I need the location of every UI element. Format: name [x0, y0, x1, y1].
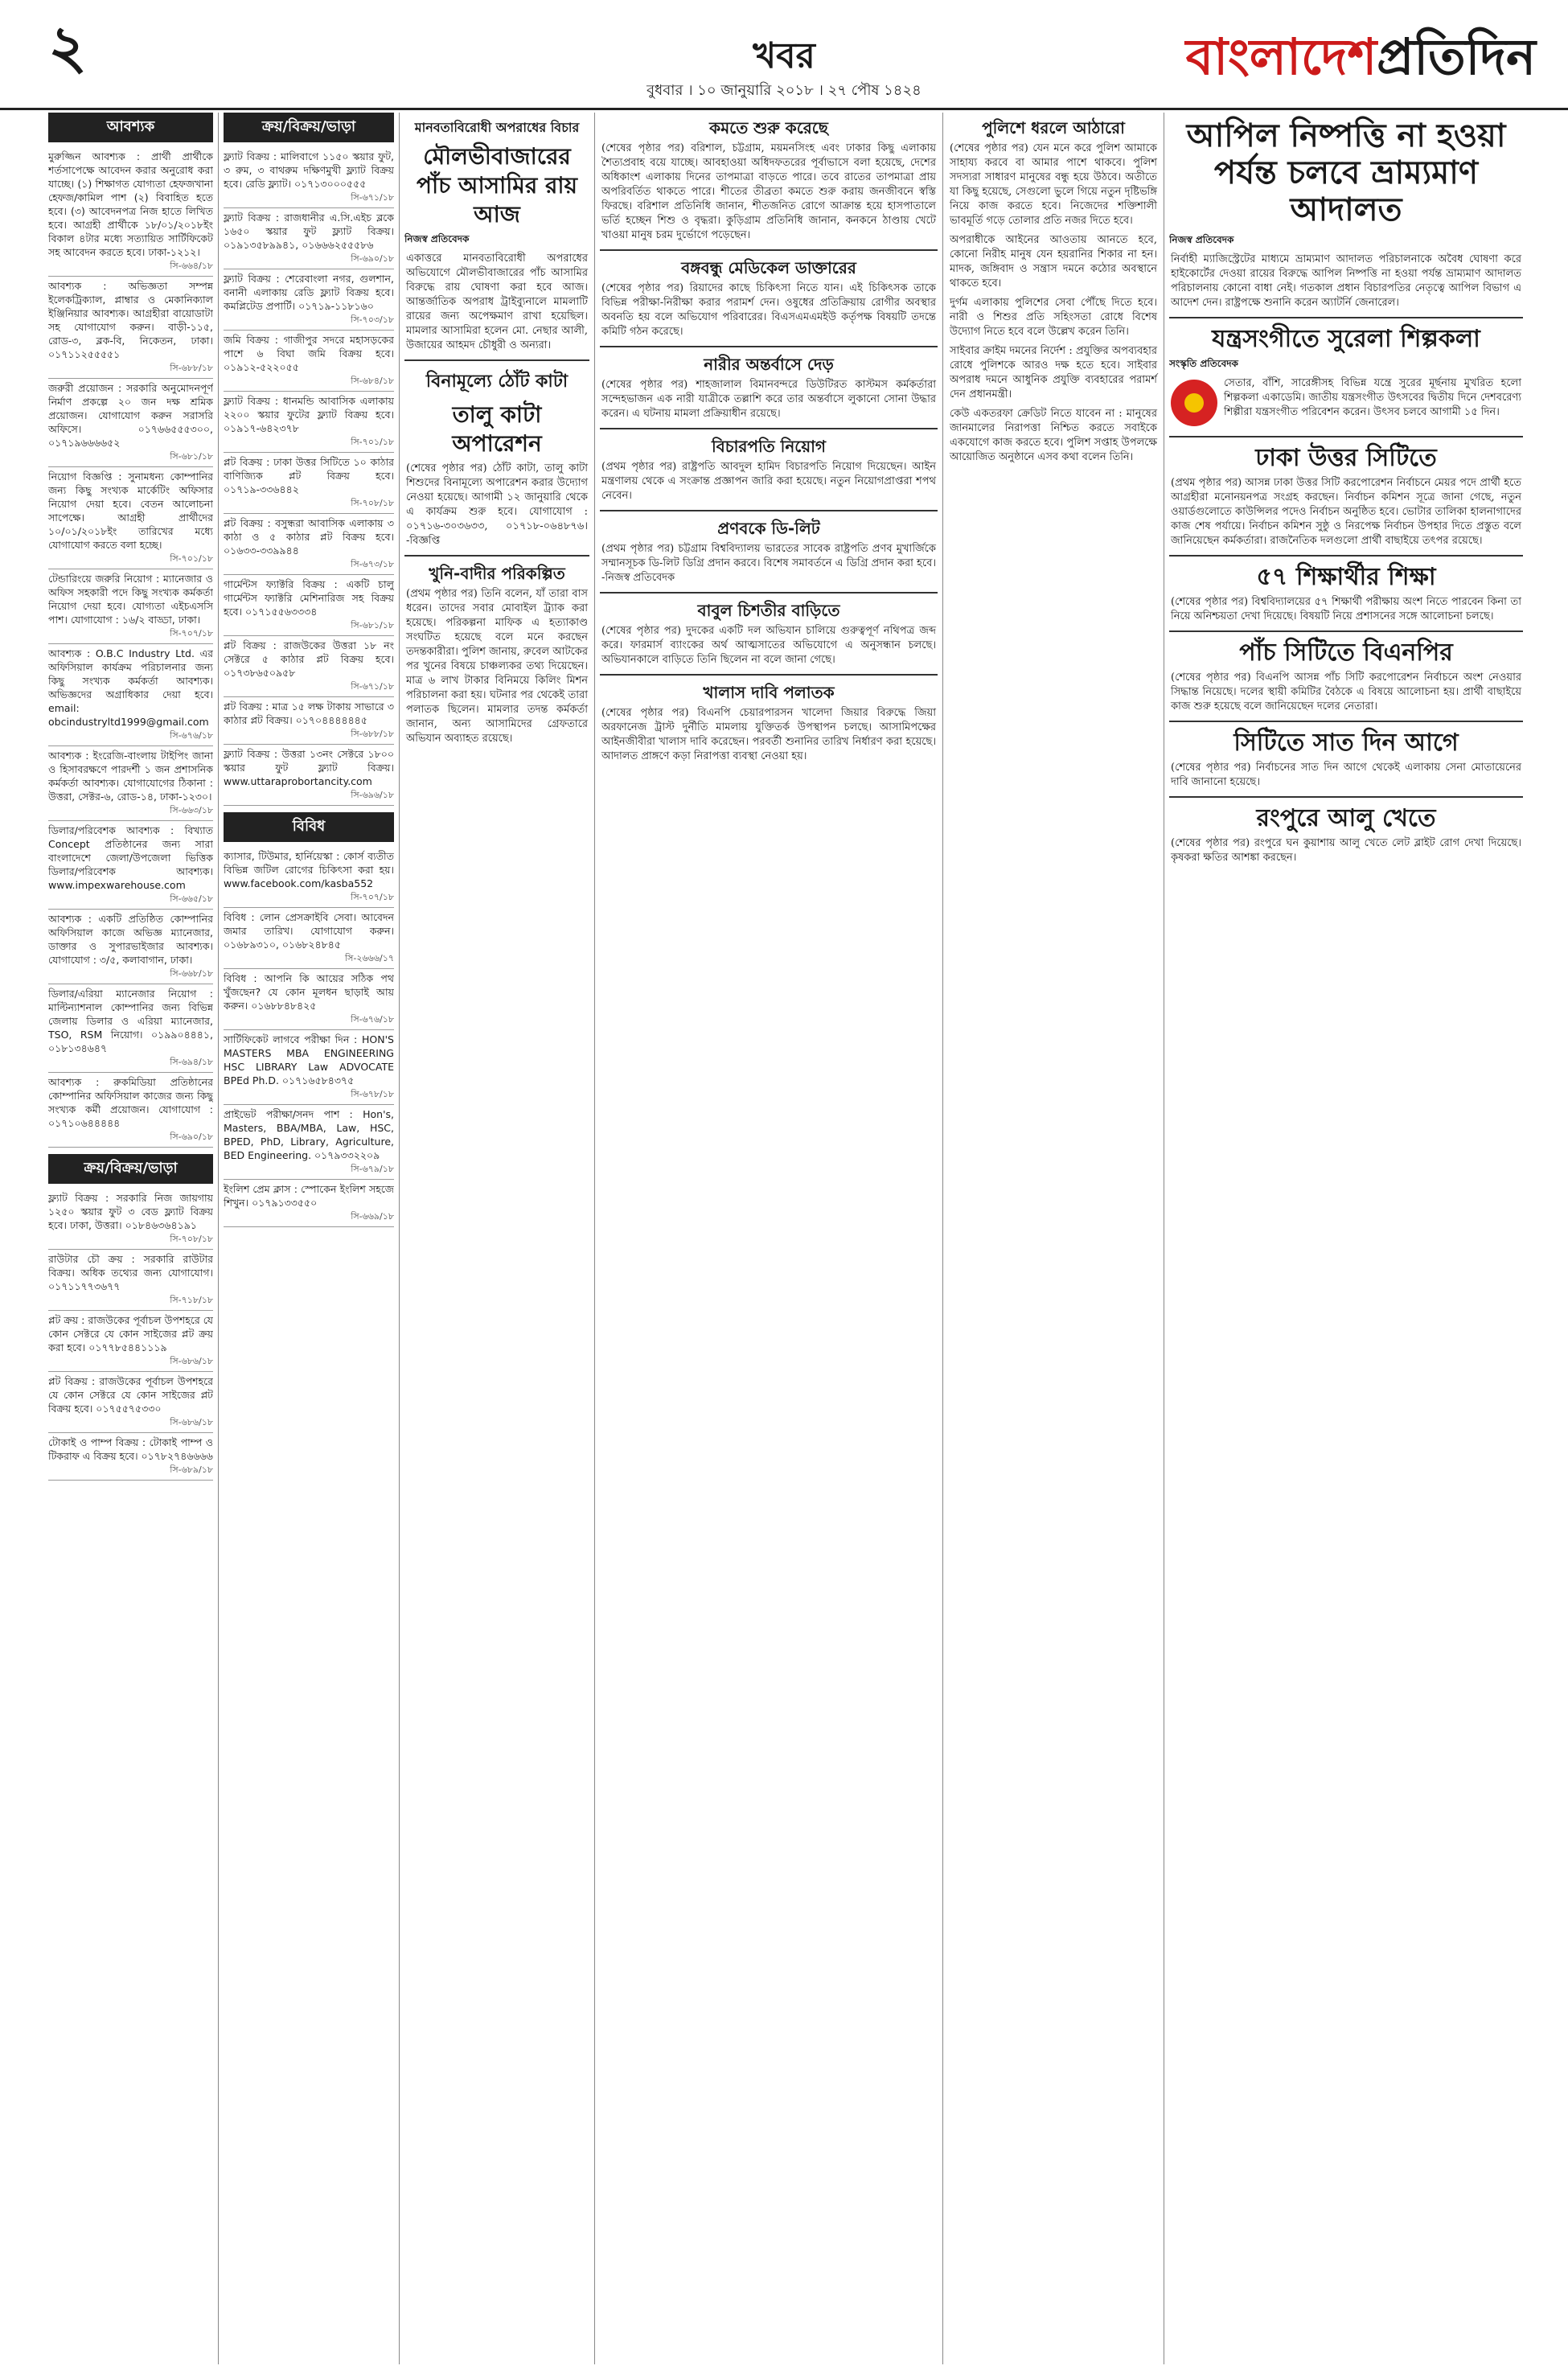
story-headline: পাঁচ সিটিতে বিএনপির — [1239, 639, 1453, 667]
classified-ad-text: সার্টিফিকেট লাগবে পরীক্ষা দিন : HON'S MASTERS MBA ENGINEERING HSC LIBRARY Law ADVOCATE BPEd Ph.D. ০১৭১৬৫৮৪৩৭৫ — [224, 1033, 394, 1086]
story-body: (শেষের পৃষ্ঠার পর) বিএনপি আসন্ন পাঁচ সিটি করপোরেশন নির্বাচনে অংশ নেওয়ার সিদ্ধান্ত নিয়েছে। দলের স্থায়ী কমিটির বৈঠকে এ বিষয়ে আলোচনা হয়। প্রার্থী বাছাইয়ে কাজ শুরু হয়েছে বলে জানিয়েছেন দলের নেতারা। — [1171, 672, 1521, 713]
classified-ad-text: আবশ্যক : O.B.C Industry Ltd. এর অফিসিয়াল কার্যক্রম পরিচালনার জন্য কিছু সংখ্যক কর্মকর্তা আবশ্যক। অভিজ্ঞদের অগ্রাধিকার দেয়া হবে। email: obcindustryltd1999@gmail.com — [48, 647, 213, 728]
story-separator — [1169, 317, 1523, 318]
classified-ad-code: সি-৬৭১/১৮ — [351, 681, 394, 692]
news-column-4 — [600, 113, 938, 2356]
classified-ad — [48, 984, 213, 1073]
classified-ad — [48, 1073, 213, 1148]
story-kicker: বিনামূল্যে ঠোঁট কাটা — [425, 372, 569, 392]
classified-ad-code: সি-৬৬৩/১৮ — [170, 805, 213, 815]
story-separator — [1169, 796, 1523, 798]
classified-ad-code: সি-৬৮৬/১৮ — [170, 1417, 213, 1427]
classified-ad-code: সি-৬৬৯/১৮ — [351, 1211, 394, 1222]
classified-ad-code: সি-৬৮৮/১৮ — [351, 729, 394, 739]
classified-ad-text: ডিলার/এরিয়া ম্যানেজার নিয়োগ : মাল্টিন্যাশনাল কোম্পানির জন্য বিভিন্ন জেলায় ডিলার ও এরিয়া ম্যানেজার, TSO, RSM নিয়োগ। ০১৯৯০৪৪৪১, ০১৮১৩৪৬৪৭ — [48, 988, 213, 1054]
logo-part-2: প্রতিদিন — [1377, 27, 1536, 86]
classified-ad — [224, 575, 394, 636]
story-headline: সিটিতে সাত দিন আগে — [1233, 729, 1459, 757]
classified-ad — [224, 847, 394, 908]
classified-ad-code: সি-৭০৩/১৮ — [351, 314, 394, 325]
classified-ad — [48, 1433, 213, 1481]
classified-ad-text: বিবিধ : লোন প্রেসক্রাইবি সেবা। আবেদন জমার তারিখ। যোগাযোগ করুন। ০১৬৮৯৩১০, ০১৬৮২৪৮৪৫ — [224, 911, 394, 951]
classified-ad — [48, 910, 213, 984]
classified-ad-text: আবশ্যক : রুকমিডিয়া প্রতিষ্ঠানের কোম্পানির অফিসিয়াল কাজের জন্য কিছু সংখ্যক কর্মী প্রয়োজন। যোগাযোগ : ০১৭১০৬৪৪৪৪৪ — [48, 1076, 213, 1129]
story-body: (শেষের পৃষ্ঠার পর) নির্বাচনের সাত দিন আগে থেকেই এলাকায় সেনা মোতায়েনের দাবি জানানো হয়েছে। — [1171, 762, 1521, 788]
column-divider — [399, 113, 400, 2364]
classified-ad — [224, 453, 394, 514]
masthead — [0, 0, 1568, 110]
classified-ad-code: সি-৬৭৯/১৮ — [351, 1164, 394, 1174]
classified-ad-text: ফ্ল্যাট বিক্রয় : শেরেবাংলা নগর, গুলশান, বনানী এলাকায় রেডি ফ্ল্যাট বিক্রয় হবে। কমপ্লিটেড প্রপার্টি। ০১৭১৯-১১৮১৬০ — [224, 273, 394, 312]
classified-ad — [48, 1311, 213, 1372]
story-body: (শেষের পৃষ্ঠার পর) বিশ্ববিদ্যালয়ের ৫৭ শিক্ষার্থী পরীক্ষায় অংশ নিতে পারবেন কিনা তা নিয়ে অনিশ্চয়তা দেখা দিয়েছে। বিষয়টি নিয়ে প্রশাসনের সঙ্গে আলোচনা চলছে। — [1171, 596, 1521, 622]
story-byline: নিজস্ব প্রতিবেদক — [404, 233, 470, 244]
logo-part-1: বাংলাদেশ — [1185, 27, 1377, 86]
story-body: অপরাধীকে আইনের আওতায় আনতে হবে, কোনো নিরীহ মানুষ যেন হয়রানির শিকার না হন। মাদক, জঙ্গিবাদ ও সন্ত্রাস দমনে কঠোর অবস্থানে থাকতে হবে। — [950, 234, 1157, 290]
classified-ad-code: সি-৬৮১/১৮ — [351, 620, 394, 630]
news-column-5 — [948, 113, 1159, 2356]
classified-ad-text: প্লট ক্রয় : রাজউকের পূর্বাচল উপশহরে যে কোন সেক্টরে যে কোন সাইজের প্লট ক্রয় করা হবে। ০১৭৭৮৫৪৪১১১৯ — [48, 1314, 213, 1353]
story-headline: খুনি-বাদীর পরিকল্পিত — [429, 564, 565, 583]
story-separator — [1169, 721, 1523, 722]
story-headline: ঢাকা উত্তর সিটিতে — [1255, 444, 1437, 472]
classified-heading-misc: বিবিধ — [224, 812, 394, 842]
classified-ad-code: সি-৬৮৪/১৮ — [351, 376, 394, 386]
column-divider — [942, 113, 943, 2364]
classified-ad-text: মুরুজ্জিন আবশ্যক : প্রার্থী প্রার্থীকে শর্তসাপেক্ষে আবেদন করার অনুরোধ করা যাচ্ছে। (১) শিক্ষাগত যোগ্যতা হেফজখানা হেফজ/কামিল পাশ (২) বিবাহিত হতে হবে। (৩) আবেদনপত্র নিজ হাতে লিখিত হবে। আগ্রহী প্রার্থীকে ১৮/০১/২০১৮ইং বিকাল ৪টার মধ্যে সত্যায়িত সার্টিফিকেট সহ আবেদন করতে হবে। ঢাকা-১২১২। — [48, 150, 213, 258]
story-headline: বাবুল চিশতীর বাড়িতে — [697, 601, 840, 620]
story-separator — [600, 249, 938, 251]
story-headline: নারীর অন্তর্বাসে দেড় — [704, 355, 834, 374]
classified-ad — [224, 969, 394, 1030]
story-body: (প্রথম পৃষ্ঠার পর) আসন্ন ঢাকা উত্তর সিটি করপোরেশন নির্বাচনে মেয়র পদে প্রার্থী হতে আগ্রহীরা মনোনয়নপত্র সংগ্রহ করছেন। নির্বাচন কমিশন সূত্রে জানা গেছে, নতুন ওয়ার্ডগুলোতে কাউন্সিলর পদেও নির্বাচন অনুষ্ঠিত হবে। ভোটার তালিকা হালনাগাদের কাজ শেষ পর্যায়ে। নির্বাচন কমিশন সুষ্ঠু ও নিরপেক্ষ নির্বাচন উপহার দিতে প্রস্তুত বলে জানিয়েছেন কর্মকর্তারা। রাজনৈতিক দলগুলো প্রার্থী বাছাইয়ে তৎপর রয়েছে। — [1171, 477, 1521, 547]
story-headline: বিচারপতি নিয়োগ — [711, 437, 827, 456]
story-body: (প্রথম পৃষ্ঠার পর) রাষ্ট্রপতি আবদুল হামিদ বিচারপতি নিয়োগ দিয়েছেন। আইন মন্ত্রণালয় থেকে এ সংক্রান্ত প্রজ্ঞাপন জারি করা হয়েছে। নতুন নিয়োগপ্রাপ্তরা শপথ নেবেন। — [601, 461, 936, 502]
classified-ad-code: সি-৭০৭/১৮ — [170, 628, 213, 639]
story-separator — [1169, 436, 1523, 437]
classified-ad — [224, 269, 394, 331]
classified-ad-text: ফ্ল্যাট বিক্রয় : সরকারি নিজ জায়গায় ১২৫০ স্কয়ার ফুট ৩ বেড ফ্ল্যাট বিক্রয় হবে। ঢাকা, উত্তরা। ০১৮৪৬৩৬৪১৯১ — [48, 1192, 213, 1231]
story-headline: মৌলভীবাজারের পাঁচ আসামির রায় আজ — [417, 143, 577, 228]
page-number: ২ — [48, 13, 88, 82]
classified-ad-code: সি-৬৮৬/১৮ — [170, 1356, 213, 1366]
classified-ad-code: সি-৬৯৪/১৮ — [170, 1057, 213, 1067]
classified-ad — [224, 331, 394, 392]
classified-ad-code: সি-৬৭৩/১৮ — [351, 559, 394, 569]
story-body: নির্বাহী ম্যাজিস্ট্রেটের মাধ্যমে ভ্রাম্যমাণ আদালত পরিচালনাকে অবৈধ ঘোষণা করে হাইকোর্টের দেওয়া রায়ের বিরুদ্ধে আপিল নিষ্পত্তি না হওয়া পর্যন্ত ভ্রাম্যমাণ আদালত পরিচালনায় কোনো বাধা নেই। গতকাল প্রধান বিচারপতির নেতৃত্বে আপিল বিভাগ এ আদেশ দেন। রাষ্ট্রপক্ষে শুনানি করেন অ্যাটর্নি জেনারেল। — [1171, 253, 1521, 309]
story-body: একাত্তরে মানবতাবিরোধী অপরাধের অভিযোগে মৌলভীবাজারের পাঁচ আসামির বিরুদ্ধে রায় ঘোষণা করা হবে আজ। আন্তর্জাতিক অপরাধ ট্রাইব্যুনালে মামলাটি রায়ের জন্য অপেক্ষমাণ রাখা হয়েছিল। মামলার আসামিরা হলেন মো. নেছার আলী, উজায়ের আহমদ চৌধুরী ও অন্যরা। — [406, 253, 588, 351]
classified-ad-text: টোকাই ও পাম্প বিক্রয় : টোকাই পাম্প ও টিকরাফ এ বিক্রয় হবে। ০১৭৮২৭৪৬৬৬৬ — [48, 1436, 213, 1462]
story-separator — [404, 555, 589, 557]
classified-ad — [224, 147, 394, 208]
classified-ad-code: সি-৬৭৮/১৮ — [351, 1089, 394, 1099]
classified-ad — [48, 1372, 213, 1433]
classified-ad-code: সি-৬৮৮/১৮ — [170, 363, 213, 373]
classified-ad — [224, 745, 394, 806]
story-separator — [600, 592, 938, 594]
classified-ad-code: সি-৬৮১/১৮ — [170, 451, 213, 462]
classified-ad-code: সি-৭১৮/১৮ — [170, 1295, 213, 1305]
story-separator — [600, 346, 938, 347]
story-body: দুর্গম এলাকায় পুলিশের সেবা পৌঁছে দিতে হবে। নারী ও শিশুর প্রতি সহিংসতা রোধে বিশেষ উদ্যোগ নিতে হবে বলে উল্লেখ করেন তিনি। — [950, 297, 1157, 338]
classified-ad — [48, 379, 213, 467]
classified-ad-text: ডিলার/পরিবেশক আবশ্যক : বিখ্যাত Concept প্রতিষ্ঠানের জন্য সারা বাংলাদেশে জেলা/উপজেলা ভিত্তিক ডিলার/পরিবেশক আবশ্যক। www.impexwarehouse.com — [48, 824, 213, 891]
story-byline: সংস্কৃতি প্রতিবেদক — [1169, 358, 1238, 369]
classified-ad-code: সি-৬৭১/১৮ — [351, 192, 394, 203]
classified-ad-text: প্লট বিক্রয় : রাজউকের উত্তরা ১৮ নং সেক্টরে ৫ কাঠার প্লট বিক্রয় হবে। ০১৭৩৮৬৫০৯৫৮ — [224, 639, 394, 679]
story-headline: প্রণবকে ডি-লিট — [717, 519, 820, 538]
story-separator — [1169, 630, 1523, 632]
dateline: বুধবার । ১০ জানুয়ারি ২০১৮ । ২৭ পৌষ ১৪২৪ — [646, 82, 922, 99]
classified-ad-text: গার্মেন্টস ফ্যাক্টরি বিক্রয় : একটি চালু গার্মেন্টস ফ্যাক্টরি মেশিনারিজ সহ বিক্রয় হবে। ০১৭১৫৫৬৩৩৩৪ — [224, 578, 394, 618]
classified-ad-code: সি-৬৮৯/১৮ — [170, 1464, 213, 1475]
classified-ad — [48, 644, 213, 746]
story-body: (শেষের পৃষ্ঠার পর) রিয়াদের কাছে চিকিৎসা নিতে যান। এই চিকিৎসক তাকে বিভিন্ন পরীক্ষা-নিরীক্ষা করার পরামর্শ দেন। ওষুধের প্রতিক্রিয়ায় রোগীর অবস্থার অবনতি হয় বলে অভিযোগ পরিবারের। বিএসএমএমইউ কর্তৃপক্ষ বিষয়টি তদন্তে কমিটি গঠন করেছে। — [601, 282, 936, 338]
lead-story-headline: আপিল নিষ্পত্তি না হওয়া পর্যন্ত চলবে ভ্রাম্যমাণ আদালত — [1186, 117, 1506, 228]
classified-ad-code: সি-৬৯০/১৮ — [170, 1132, 213, 1142]
classified-ad-text: জরুরী প্রয়োজন : সরকারি অনুমোদনপূর্ণ নির্মাণ প্রকল্পে ২০ জন দক্ষ শ্রমিক প্রয়োজন। যোগাযোগ করুন সরাসরি অফিসে। ০১৭৬৬৫৫৫৩০০, ০১৭১৯৬৬৬৬৫২ — [48, 382, 213, 449]
story-kicker: মানবতাবিরোধী অপরাধের বিচার — [414, 120, 580, 135]
classified-ad-text: আবশ্যক : অভিজ্ঞতা সম্পন্ন ইলেকট্রিক্যাল, প্লাম্বার ও মেকানিক্যাল ইঞ্জিনিয়ার আবশ্যক। আগ্রহীরা বায়োডাটা সহ যোগাযোগ করুন। বাড়ী-১১৫, রোড-৩, ব্লক-বি, নিকেতন, ঢাকা। ০১৭১১২৫৫৫৫১ — [48, 280, 213, 360]
classified-ad-code: সি-৬৭৬/১৮ — [351, 1014, 394, 1025]
story-separator — [404, 359, 589, 361]
story-headline: কমতে শুরু করেছে — [709, 118, 828, 138]
story-body: (শেষের পৃষ্ঠার পর) যেন মনে করে পুলিশ আমাকে সাহায্য করবে বা আমার পাশে থাকবে। পুলিশ সদস্যরা সাধারণ মানুষের বন্ধু হয়ে উঠবে। অতীতে যা কিছু হয়েছে, সেগুলো ভুলে গিয়ে নতুন দৃষ্টিভঙ্গি নিয়ে কাজ করতে হবে। নিজেদের শক্তিশালী ভাবমূর্তি গড়ে তোলার প্রতি নজর দিতে হবে। — [950, 142, 1157, 227]
classified-ad-text: ফ্ল্যাট বিক্রয় : উত্তরা ১৩নং সেক্টরে ১৮০০ স্কয়ার ফুট ফ্ল্যাট বিক্রয়। www.uttaraprobortancity.com — [224, 748, 394, 787]
classified-ad-text: প্রাইভেট পরীক্ষা/সনদ পাশ : Hon's, Masters, BBA/MBA, Law, HSC, BPED, PhD, Library, Agriculture, BED Engineering. ০১৭৯৩৩২২০৯ — [224, 1108, 394, 1161]
classified-heading-buy-sell-2: ক্রয়/বিক্রয়/ভাড়া — [224, 113, 394, 142]
news-column-6 — [1169, 113, 1523, 2356]
classified-ad-text: রাউটার চৌ ক্রয় : সরকারি রাউটার বিক্রয়। অধিক তথ্যের জন্য যোগাযোগ। ০১৭১১৭৭৩৬৭৭ — [48, 1253, 213, 1292]
classified-ad — [224, 514, 394, 575]
classified-ad-code: সি-৭০৮/১৮ — [351, 498, 394, 508]
classified-ad — [224, 697, 394, 745]
story-body: (শেষের পৃষ্ঠার পর) দুদকের একটি দল অভিযান চালিয়ে গুরুত্বপূর্ণ নথিপত্র জব্দ করে। ফারমার্স ব্যাংকের অর্থ আত্মসাতের অভিযোগে এ অনুসন্ধান চলছে। অভিযানকালে বাড়িতে তিনি ছিলেন না বলে জানা গেছে। — [601, 625, 936, 666]
story-headline: খালাস দাবি পলাতক — [703, 683, 835, 702]
classified-ad — [48, 821, 213, 910]
classified-ad — [224, 392, 394, 453]
classified-heading-wanted: আবশ্যক — [48, 113, 213, 142]
story-headline: তালু কাটা অপারেশন — [452, 401, 542, 457]
story-body: (শেষের পৃষ্ঠার পর) রংপুরে ঘন কুয়াশায় আলু খেতে লেট ব্লাইট রোগ দেখা দিয়েছে। কৃষকরা ক্ষতির আশঙ্কা করছেন। — [1171, 837, 1521, 864]
classified-ad — [48, 569, 213, 644]
story-body: সাইবার ক্রাইম দমনের নির্দেশ : প্রযুক্তির অপব্যবহার রোধে পুলিশকে আরও দক্ষ হতে হবে। সাইবার অপরাধ দমনে আধুনিক প্রযুক্তি ব্যবহারের পরামর্শ দেন প্রধানমন্ত্রী। — [950, 345, 1157, 400]
classified-ad-code: সি-৭০১/১৮ — [170, 553, 213, 564]
classified-ad-code: সি-৭০৮/১৮ — [170, 1234, 213, 1244]
classified-ad — [48, 1189, 213, 1250]
news-column-3 — [404, 113, 589, 2356]
festival-logo-icon — [1171, 380, 1217, 426]
classified-ad-code: সি-৬৯০/১৮ — [351, 253, 394, 264]
classified-ad-text: ফ্ল্যাট বিক্রয় : রাজধানীর এ.সি.এইচ ব্লকে ১৬৫০ স্কয়ার ফুট ফ্ল্যাট বিক্রয়। ০১৯১৩৫৮৯৯৪১, ০১৬৬৬২৫৫৫৮৬ — [224, 212, 394, 251]
story-body: সেতার, বাঁশি, সারেঙ্গীসহ বিভিন্ন যন্ত্রে সুরের মূর্ছনায় মুখরিত হলো শিল্পকলা একাডেমি। জাতীয় যন্ত্রসংগীত উৎসবের দ্বিতীয় দিনে দেশবরেণ্য শিল্পীরা যন্ত্রসংগীত পরিবেশন করেন। উৎসব চলবে আগামী ১৫ দিন। — [1224, 377, 1521, 418]
classified-ad-text: প্লট বিক্রয় : রাজউকের পূর্বাচল উপশহরে যে কোন সেক্টরে যে কোন সাইজের প্লট বিক্রয় হবে। ০১৭৫৫৭৫৩৩০ — [48, 1375, 213, 1415]
classified-ad — [48, 746, 213, 821]
classifieds-column-2 — [224, 113, 394, 2356]
classified-ad-text: টেন্ডারিংয়ে জরুরি নিয়োগ : ম্যানেজার ও অফিস সহকারী পদে কিছু সংখ্যক কর্মকর্তা নিয়োগ দেয়া হবে। যোগ্যতা এইচএসসি পাশ। যোগাযোগ : ১৬/২ বাড্ডা, ঢাকা। — [48, 573, 213, 626]
classified-ad — [48, 467, 213, 569]
story-body: কেউ একতরফা ক্রেডিট নিতে যাবেন না : মানুষের জানমালের নিরাপত্তা নিশ্চিত করতে সবাইকে একযোগে কাজ করতে হবে। পুলিশ সপ্তাহ উপলক্ষে আয়োজিত অনুষ্ঠানে এসব কথা বলেন তিনি। — [950, 408, 1157, 463]
classified-ad-text: নিয়োগ বিজ্ঞপ্তি : সুনামধন্য কোম্পানির জন্য কিছু সংখ্যক মার্কেটিং অফিসার নিয়োগ দেয়া হবে। বেতন আলোচনা সাপেক্ষে। আগ্রহী প্রার্থীদের ১০/০১/২০১৮ইং তারিখের মধ্যে যোগাযোগ করতে বলা হচ্ছে। — [48, 470, 213, 551]
classified-ad-code: সি-৭০৭/১৮ — [351, 892, 394, 902]
classified-ad — [224, 1180, 394, 1227]
classified-ad-code: সি-৬৬৮/১৮ — [170, 968, 213, 979]
classified-heading-buy-sell: ক্রয়/বিক্রয়/ভাড়া — [48, 1154, 213, 1184]
story-body: (শেষের পৃষ্ঠার পর) ঠোঁট কাটা, তালু কাটা শিশুদের বিনামূল্যে অপারেশন করার উদ্যোগ নেওয়া হয়েছে। আগামী ১২ জানুয়ারি থেকে এ কার্যক্রম শুরু হবে। যোগাযোগ : ০১৭১৬-৩০৩৬৩৩, ০১৭১৮-০৬৪৮৭৬। -বিজ্ঞপ্তি — [406, 462, 588, 547]
classified-ad — [224, 1105, 394, 1180]
classified-ad-code: সি-৬৬৫/১৮ — [170, 893, 213, 904]
classified-ad-text: আবশ্যক : ইংরেজি-বাংলায় টাইপিং জানা ও হিসাবরক্ষণে পারদর্শী ১ জন প্রশাসনিক কর্মকর্তা আবশ্যক। যোগাযোগের ঠিকানা : উত্তরা, সেক্টর-৬, রোড-১৪, ঢাকা-১২৩০। — [48, 750, 213, 803]
story-body: (শেষের পৃষ্ঠার পর) বরিশাল, চট্টগ্রাম, ময়মনসিংহ এবং ঢাকার কিছু এলাকায় শৈত্যপ্রবাহ বয়ে যাচ্ছে। আবহাওয়া অধিদফতরের পূর্বাভাসে বলা হয়েছে, দেশের অধিকাংশ এলাকায় দিনের তাপমাত্রা বাড়তে পারে। তবে রাতের তাপমাত্রা প্রায় অপরিবর্তিত থাকতে পারে। শীতের তীব্রতা কমতে শুরু করায় জনজীবনে স্বস্তি ফিরছে। বরিশাল প্রতিনিধি জানান, শীতজনিত রোগে আক্রান্ত হয়ে হাসপাতালে ভর্তি হচ্ছেন শিশু ও বৃদ্ধরা। কুড়িগ্রাম প্রতিনিধি জানান, কনকনে ঠাণ্ডায় খেটে খাওয়া মানুষ চরম দুর্ভোগে পড়েছেন। — [601, 142, 936, 241]
column-divider — [218, 113, 219, 2364]
classified-ad — [224, 908, 394, 969]
section-title: খবর — [753, 35, 815, 76]
classified-ad-text: প্লট বিক্রয় : বসুন্ধরা আবাসিক এলাকায় ৩ কাঠা ও ৫ কাঠার প্লট বিক্রয় হবে। ০১৬৩৩-৩৩৯৯৪৪ — [224, 517, 394, 557]
classified-ad-code: সি-৬৬৪/১৮ — [170, 261, 213, 271]
story-headline: যন্ত্রসংগীতে সুরেলা শিল্পকলা — [1212, 325, 1480, 353]
story-headline: রংপুরে আলু খেতে — [1256, 804, 1436, 832]
classified-ad-code: সি-৬৯৬/১৮ — [351, 790, 394, 800]
classified-ad — [48, 1250, 213, 1311]
story-headline: বঙ্গবন্ধু মেডিকেল ডাক্তারের — [681, 258, 856, 277]
column-divider — [594, 113, 595, 2364]
classified-ad-text: প্লট বিক্রয় : ঢাকা উত্তর সিটিতে ১০ কাঠার বাণিজ্যিক প্লট বিক্রয় হবে। ০১৭১৯-৩৩৬৪৪২ — [224, 456, 394, 495]
classified-ad — [224, 636, 394, 697]
classifieds-column-1 — [48, 113, 213, 2356]
classified-ad-text: ক্যাসার, টিউমার, হার্নিয়েস্কা : কোর্স ব্যতীত বিভিন্ন জটিল রোগের চিকিৎসা করা হয়। www.facebook.com/kasba552 — [224, 850, 394, 889]
story-body: (প্রথম পৃষ্ঠার পর) তিনি বলেন, যাঁ তারা বাস ধরেন। তাদের সবার মোবাইল ট্র্যাক করা হয়েছে। পরিকল্পনা মাফিক এ হত্যাকাণ্ড সংঘটিত হয়েছে বলে মনে করছেন তদন্তকারীরা। পুলিশ জানায়, রুবেল আটকের পর খুনের বিষয়ে চাঞ্চল্যকর তথ্য দিয়েছেন। মাত্র ৬ লাখ টাকার বিনিময়ে কিলিং মিশন পরিচালনা করা হয়। ঘটনার পর থেকেই তারা পলাতক ছিলেন। মামলার তদন্ত কর্মকর্তা জানান, অন্য আসামিদের গ্রেফতারে অভিযান অব্যাহত রয়েছে। — [406, 588, 588, 745]
story-body: (শেষের পৃষ্ঠার পর) বিএনপি চেয়ারপারসন খালেদা জিয়ার বিরুদ্ধে জিয়া অরফানেজ ট্রাস্ট দুর্নীতি মামলায় যুক্তিতর্ক উপস্থাপন চলছে। আসামিপক্ষের আইনজীবীরা খালাস দাবি করেছেন। পরবর্তী শুনানির তারিখ নির্ধারণ করা হয়েছে। আদালত প্রাঙ্গণে কড়া নিরাপত্তা ব্যবস্থা নেওয়া হয়। — [601, 707, 936, 762]
classified-ad-text: বিবিধ : আপনি কি আয়ের সঠিক পথ খুঁজছেন? যে কোন মূলধন ছাড়াই আয় করুন। ০১৬৮৮৪৮৪২৫ — [224, 972, 394, 1012]
classified-ad-code: সি-৬৭৬/১৮ — [170, 730, 213, 741]
classified-ad — [224, 1030, 394, 1105]
story-body: (প্রথম পৃষ্ঠার পর) চট্টগ্রাম বিশ্ববিদ্যালয় ভারতের সাবেক রাষ্ট্রপতি প্রণব মুখার্জিকে সম্মানসূচক ডি-লিট ডিগ্রি প্রদান করবে। বিশেষ সমাবর্তনে এ ডিগ্রি প্রদান করা হবে। -নিজস্ব প্রতিবেদক — [601, 543, 936, 584]
classified-ad — [48, 277, 213, 379]
story-separator — [600, 428, 938, 429]
story-separator — [600, 674, 938, 676]
classified-ad-code: সি-৭০১/১৮ — [351, 437, 394, 447]
story-headline: পুলিশে ধরলে আঠারো — [982, 118, 1125, 138]
classified-ad-text: ফ্ল্যাট বিক্রয় : ধানমন্ডি আবাসিক এলাকায় ২২০০ স্কয়ার ফুটের ফ্ল্যাট বিক্রয় হবে। ০১৯১৭-৬৪২৩৭৮ — [224, 395, 394, 434]
story-headline: ৫৭ শিক্ষার্থীর শিক্ষা — [1256, 563, 1436, 591]
classified-ad-text: প্লট বিক্রয় : মাত্র ১৫ লক্ষ টাকায় সাভারে ৩ কাঠার প্লট বিক্রয়। ০১৭০৪৪৪৪৪৪৫ — [224, 700, 394, 726]
story-separator — [1169, 555, 1523, 557]
classified-ad-text: ফ্ল্যাট বিক্রয় : মালিবাগে ১১৫০ স্কয়ার ফুট, ৩ রুম, ৩ বাথরুম দক্ষিণমুখী ফ্ল্যাট বিক্রয় হবে। রেডি ফ্ল্যাট। ০১৭১৩০০০৫৫৫ — [224, 150, 394, 190]
classified-ad — [224, 208, 394, 269]
classified-ad-text: আবশ্যক : একটি প্রতিষ্ঠিত কোম্পানির অফিসিয়াল কাজে অভিজ্ঞ ম্যানেজার, ডাক্তার ও সুপারভাইজার আবশ্যক। যোগাযোগ : ৩/৫, কলাবাগান, ঢাকা। — [48, 913, 213, 966]
classified-ad-text: ইংলিশ প্রেম ক্লাস : স্পোকেন ইংলিশ সহজে শিখুন। ০১৭৯১৩৩৫৫০ — [224, 1183, 394, 1209]
classified-ad — [48, 147, 213, 277]
story-separator — [600, 510, 938, 511]
story-byline: নিজস্ব প্রতিবেদক — [1169, 234, 1234, 245]
classified-ad-code: সি-২৬৬৬/১৭ — [345, 953, 394, 963]
newspaper-logo — [1185, 27, 1536, 86]
story-body: (শেষের পৃষ্ঠার পর) শাহজালাল বিমানবন্দরে ডিউটিরত কাস্টমস কর্মকর্তারা সন্দেহভাজন এক নারী যাত্রীকে তল্লাশি করে তার অন্তর্বাসে লুকানো সোনা উদ্ধার করেন। এ ঘটনায় মামলা প্রক্রিয়াধীন রয়েছে। — [601, 379, 936, 420]
classified-ad-text: জমি বিক্রয় : গাজীপুর সদরে মহাসড়কের পাশে ৬ বিঘা জমি বিক্রয় হবে। ০১৯১২-৫২২০৫৫ — [224, 334, 394, 373]
